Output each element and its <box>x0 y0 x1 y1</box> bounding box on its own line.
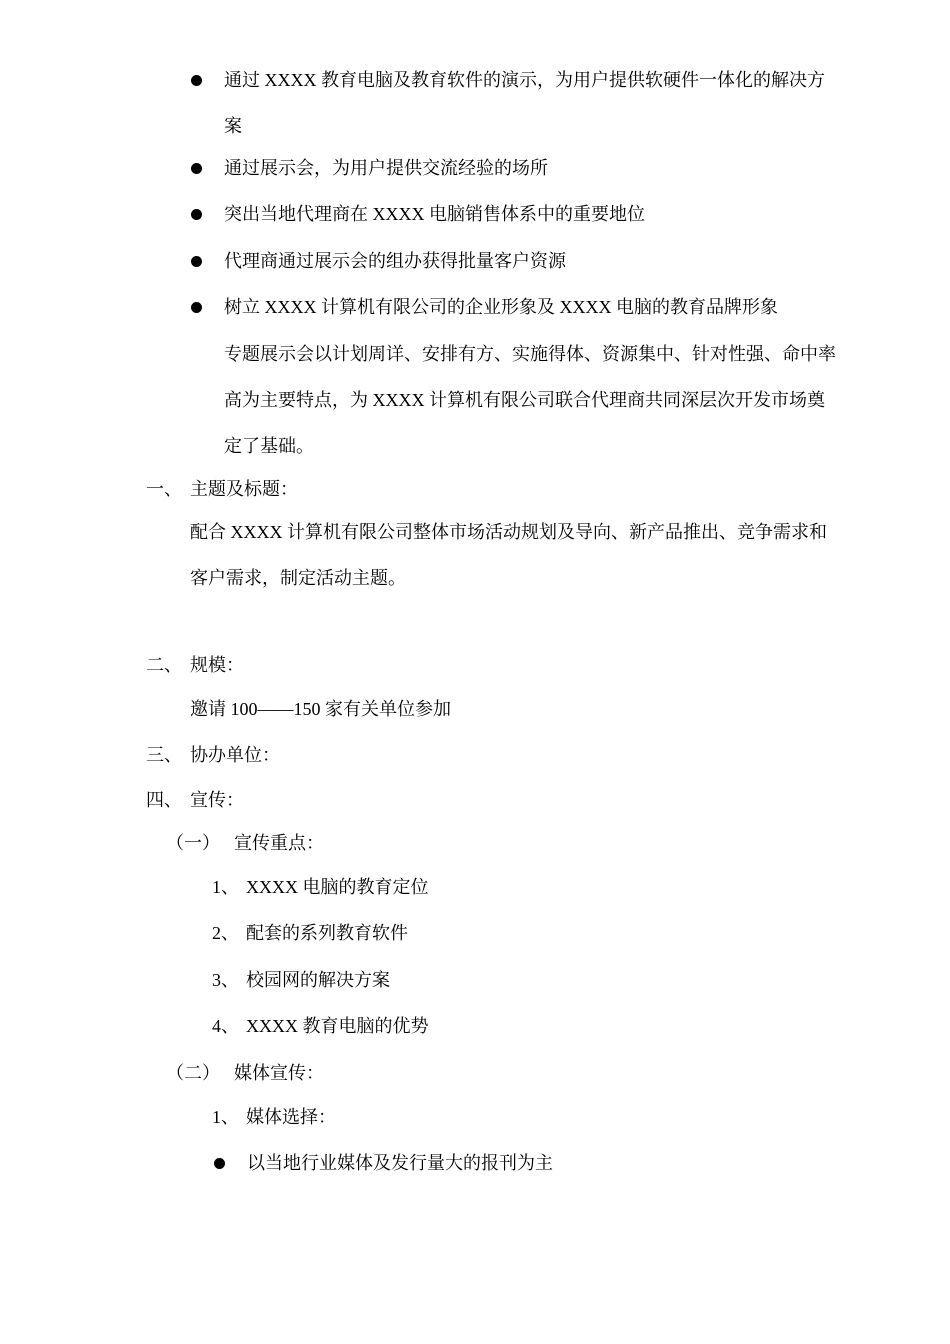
section-heading: 规模： <box>190 655 244 675</box>
bullet-dot-icon <box>191 256 202 267</box>
section-heading: 宣传： <box>190 790 244 810</box>
bullet-text-continuation: 案 <box>224 116 242 136</box>
paragraph-line: 高为主要特点，为 XXXX 计算机有限公司联合代理商共同深层次开发市场奠 <box>224 390 825 410</box>
paragraph-line: 配合 XXXX 计算机有限公司整体市场活动规划及导向、新产品推出、竞争需求和 <box>190 522 827 542</box>
section-heading: 主题及标题： <box>190 479 298 499</box>
bullet-text: 突出当地代理商在 XXXX 电脑销售体系中的重要地位 <box>224 204 645 224</box>
bullet-text: 树立 XXXX 计算机有限公司的企业形象及 XXXX 电脑的教育品牌形象 <box>224 297 778 317</box>
bullet-text: 通过 XXXX 教育电脑及教育软件的演示，为用户提供软硬件一体化的解决方 <box>224 70 825 90</box>
list-item-text: 媒体选择： <box>246 1107 336 1127</box>
paragraph-line: 定了基础。 <box>224 436 314 456</box>
paragraph-line: 客户需求，制定活动主题。 <box>190 568 406 588</box>
list-item-text: 校园网的解决方案 <box>246 970 390 990</box>
bullet-dot-icon <box>191 75 202 86</box>
section-number: 四、 <box>146 790 182 810</box>
list-item-text: XXXX 电脑的教育定位 <box>246 877 429 897</box>
list-item-text: XXXX 教育电脑的优势 <box>246 1016 429 1036</box>
bullet-dot-icon <box>191 302 202 313</box>
list-item-number: 2、 <box>212 923 239 943</box>
section-number: 二、 <box>146 655 182 675</box>
bullet-text: 代理商通过展示会的组办获得批量客户资源 <box>224 251 566 271</box>
bullet-text: 以当地行业媒体及发行量大的报刊为主 <box>247 1153 553 1173</box>
paragraph-line: 邀请 100——150 家有关单位参加 <box>190 699 451 719</box>
list-item-text: 配套的系列教育软件 <box>246 923 408 943</box>
bullet-text: 通过展示会，为用户提供交流经验的场所 <box>224 158 548 178</box>
list-item-number: 3、 <box>212 970 239 990</box>
section-number: 三、 <box>146 745 182 765</box>
list-item-number: 4、 <box>212 1016 239 1036</box>
section-heading: 协办单位： <box>190 745 280 765</box>
subsection-number: （一） <box>166 833 220 853</box>
paragraph-line: 专题展示会以计划周详、安排有方、实施得体、资源集中、针对性强、命中率 <box>224 344 836 364</box>
bullet-dot-icon <box>191 163 202 174</box>
section-number: 一、 <box>146 479 182 499</box>
bullet-dot-icon <box>214 1158 225 1169</box>
list-item-number: 1、 <box>212 1107 239 1127</box>
subsection-number: （二） <box>166 1063 220 1083</box>
subsection-heading: 宣传重点： <box>234 833 324 853</box>
list-item-number: 1、 <box>212 877 239 897</box>
subsection-heading: 媒体宣传： <box>234 1063 324 1083</box>
bullet-dot-icon <box>191 209 202 220</box>
